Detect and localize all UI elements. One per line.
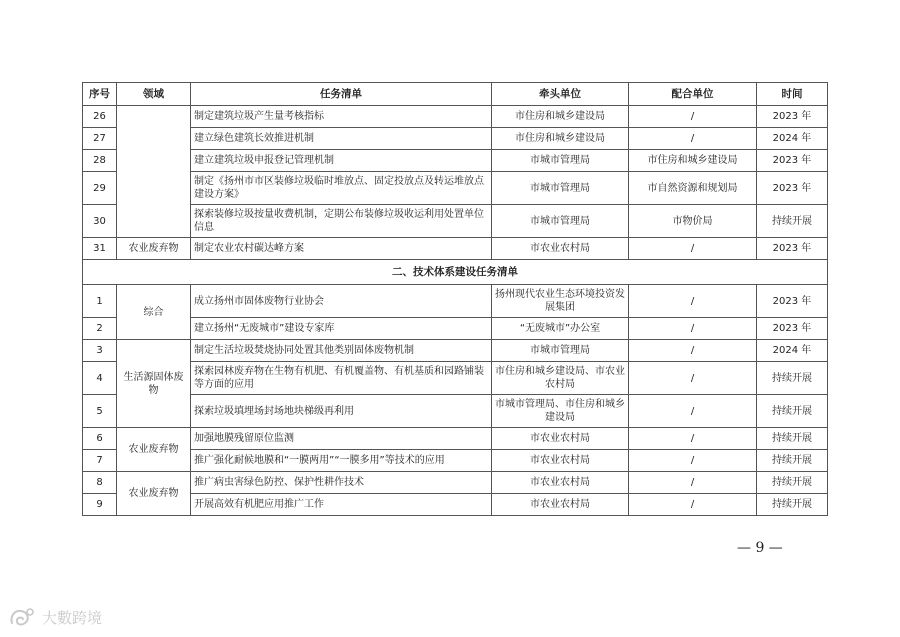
row-no: 5 [83,395,117,428]
row-task: 探索装修垃圾按量收费机制，定期公布装修垃圾收运利用处置单位信息 [191,205,492,238]
table-row [83,472,828,494]
section-row [83,260,828,285]
row-task: 建立扬州“无废城市”建设专家库 [191,318,492,340]
row-task: 开展高效有机肥应用推广工作 [191,494,492,516]
row-lead: “无废城市”办公室 [492,318,629,340]
row-task: 探索园林废弃物在生物有机肥、有机覆盖物、有机基质和园路铺装等方面的应用 [191,362,492,395]
row-time: 持续开展 [757,472,828,494]
table-row [83,285,828,318]
table-row [83,238,828,260]
row-task: 制定《扬州市市区装修垃圾临时堆放点、固定投放点及转运堆放点建设方案》 [191,172,492,205]
row-coop: / [629,285,757,318]
row-time: 持续开展 [757,395,828,428]
table-header-row [83,83,828,106]
row-coop: / [629,494,757,516]
watermark-logo-icon [8,606,38,628]
row-no: 3 [83,340,117,362]
row-lead: 市住房和城乡建设局、市农业农村局 [492,362,629,395]
row-lead: 市农业农村局 [492,238,629,260]
watermark-text: 大數跨境 [42,608,103,627]
row-no: 26 [83,106,117,128]
row-no: 31 [83,238,117,260]
row-time: 2023 年 [757,172,828,205]
row-field: 综合 [117,285,191,340]
header-coop: 配合单位 [629,83,757,106]
row-no: 9 [83,494,117,516]
row-coop: 市住房和城乡建设局 [629,150,757,172]
row-task: 建立绿色建筑长效推进机制 [191,128,492,150]
row-coop: / [629,450,757,472]
row-coop: / [629,472,757,494]
row-time: 持续开展 [757,362,828,395]
row-time: 持续开展 [757,494,828,516]
row-task: 成立扬州市固体废物行业协会 [191,285,492,318]
table-row [83,205,828,238]
watermark [8,606,102,628]
header-time: 时间 [757,83,828,106]
row-lead: 市城市管理局 [492,172,629,205]
row-field: 农业废弃物 [117,472,191,516]
row-no: 1 [83,285,117,318]
row-lead: 扬州现代农业生态环境投资发展集团 [492,285,629,318]
row-task: 加强地膜残留原位监测 [191,428,492,450]
row-time: 2024 年 [757,128,828,150]
row-no: 29 [83,172,117,205]
row-coop: / [629,318,757,340]
row-task: 推广强化耐候地膜和“一膜两用”“一膜多用”等技术的应用 [191,450,492,472]
table-row [83,150,828,172]
table-row [83,494,828,516]
row-time: 2023 年 [757,318,828,340]
row-no: 27 [83,128,117,150]
section-title: 二、技术体系建设任务清单 [83,260,828,285]
table-row [83,340,828,362]
table-row [83,106,828,128]
row-task: 建立建筑垃圾申报登记管理机制 [191,150,492,172]
row-time: 2023 年 [757,106,828,128]
row-coop: / [629,106,757,128]
row-task: 制定农业农村碳达峰方案 [191,238,492,260]
row-lead: 市农业农村局 [492,428,629,450]
row-coop: / [629,362,757,395]
row-lead: 市城市管理局 [492,340,629,362]
row-lead: 市城市管理局 [492,150,629,172]
row-task: 推广病虫害绿色防控、保护性耕作技术 [191,472,492,494]
table-row [83,362,828,395]
row-lead: 市农业农村局 [492,472,629,494]
table-row [83,128,828,150]
table-row [83,172,828,205]
row-time: 持续开展 [757,428,828,450]
header-field: 领域 [117,83,191,106]
task-table [82,82,828,516]
row-lead: 市农业农村局 [492,450,629,472]
row-task: 制定生活垃圾焚烧协同处置其他类别固体废物机制 [191,340,492,362]
header-lead: 牵头单位 [492,83,629,106]
row-field: 农业废弃物 [117,238,191,260]
header-no: 序号 [83,83,117,106]
row-no: 6 [83,428,117,450]
table-row [83,428,828,450]
row-field: 生活源固体废物 [117,340,191,428]
row-no: 4 [83,362,117,395]
row-coop: 市自然资源和规划局 [629,172,757,205]
row-time: 2023 年 [757,150,828,172]
row-lead: 市城市管理局 [492,205,629,238]
row-coop: / [629,428,757,450]
row-no: 30 [83,205,117,238]
row-time: 2023 年 [757,238,828,260]
row-lead: 市住房和城乡建设局 [492,128,629,150]
row-time: 2024 年 [757,340,828,362]
table-row [83,450,828,472]
table-row [83,395,828,428]
row-coop: / [629,128,757,150]
row-lead: 市农业农村局 [492,494,629,516]
row-time: 持续开展 [757,450,828,472]
row-lead: 市住房和城乡建设局 [492,106,629,128]
table-row [83,318,828,340]
row-coop: 市物价局 [629,205,757,238]
row-coop: / [629,395,757,428]
row-no: 28 [83,150,117,172]
row-lead: 市城市管理局、市住房和城乡建设局 [492,395,629,428]
row-coop: / [629,238,757,260]
row-no: 2 [83,318,117,340]
row-coop: / [629,340,757,362]
row-task: 探索垃圾填埋场封场地块梯级再利用 [191,395,492,428]
row-time: 2023 年 [757,285,828,318]
row-field-empty [117,106,191,238]
row-no: 8 [83,472,117,494]
page-number: — 9 — [737,540,783,556]
row-no: 7 [83,450,117,472]
header-task: 任务清单 [191,83,492,106]
row-task: 制定建筑垃圾产生量考核指标 [191,106,492,128]
row-field: 农业废弃物 [117,428,191,472]
row-time: 持续开展 [757,205,828,238]
